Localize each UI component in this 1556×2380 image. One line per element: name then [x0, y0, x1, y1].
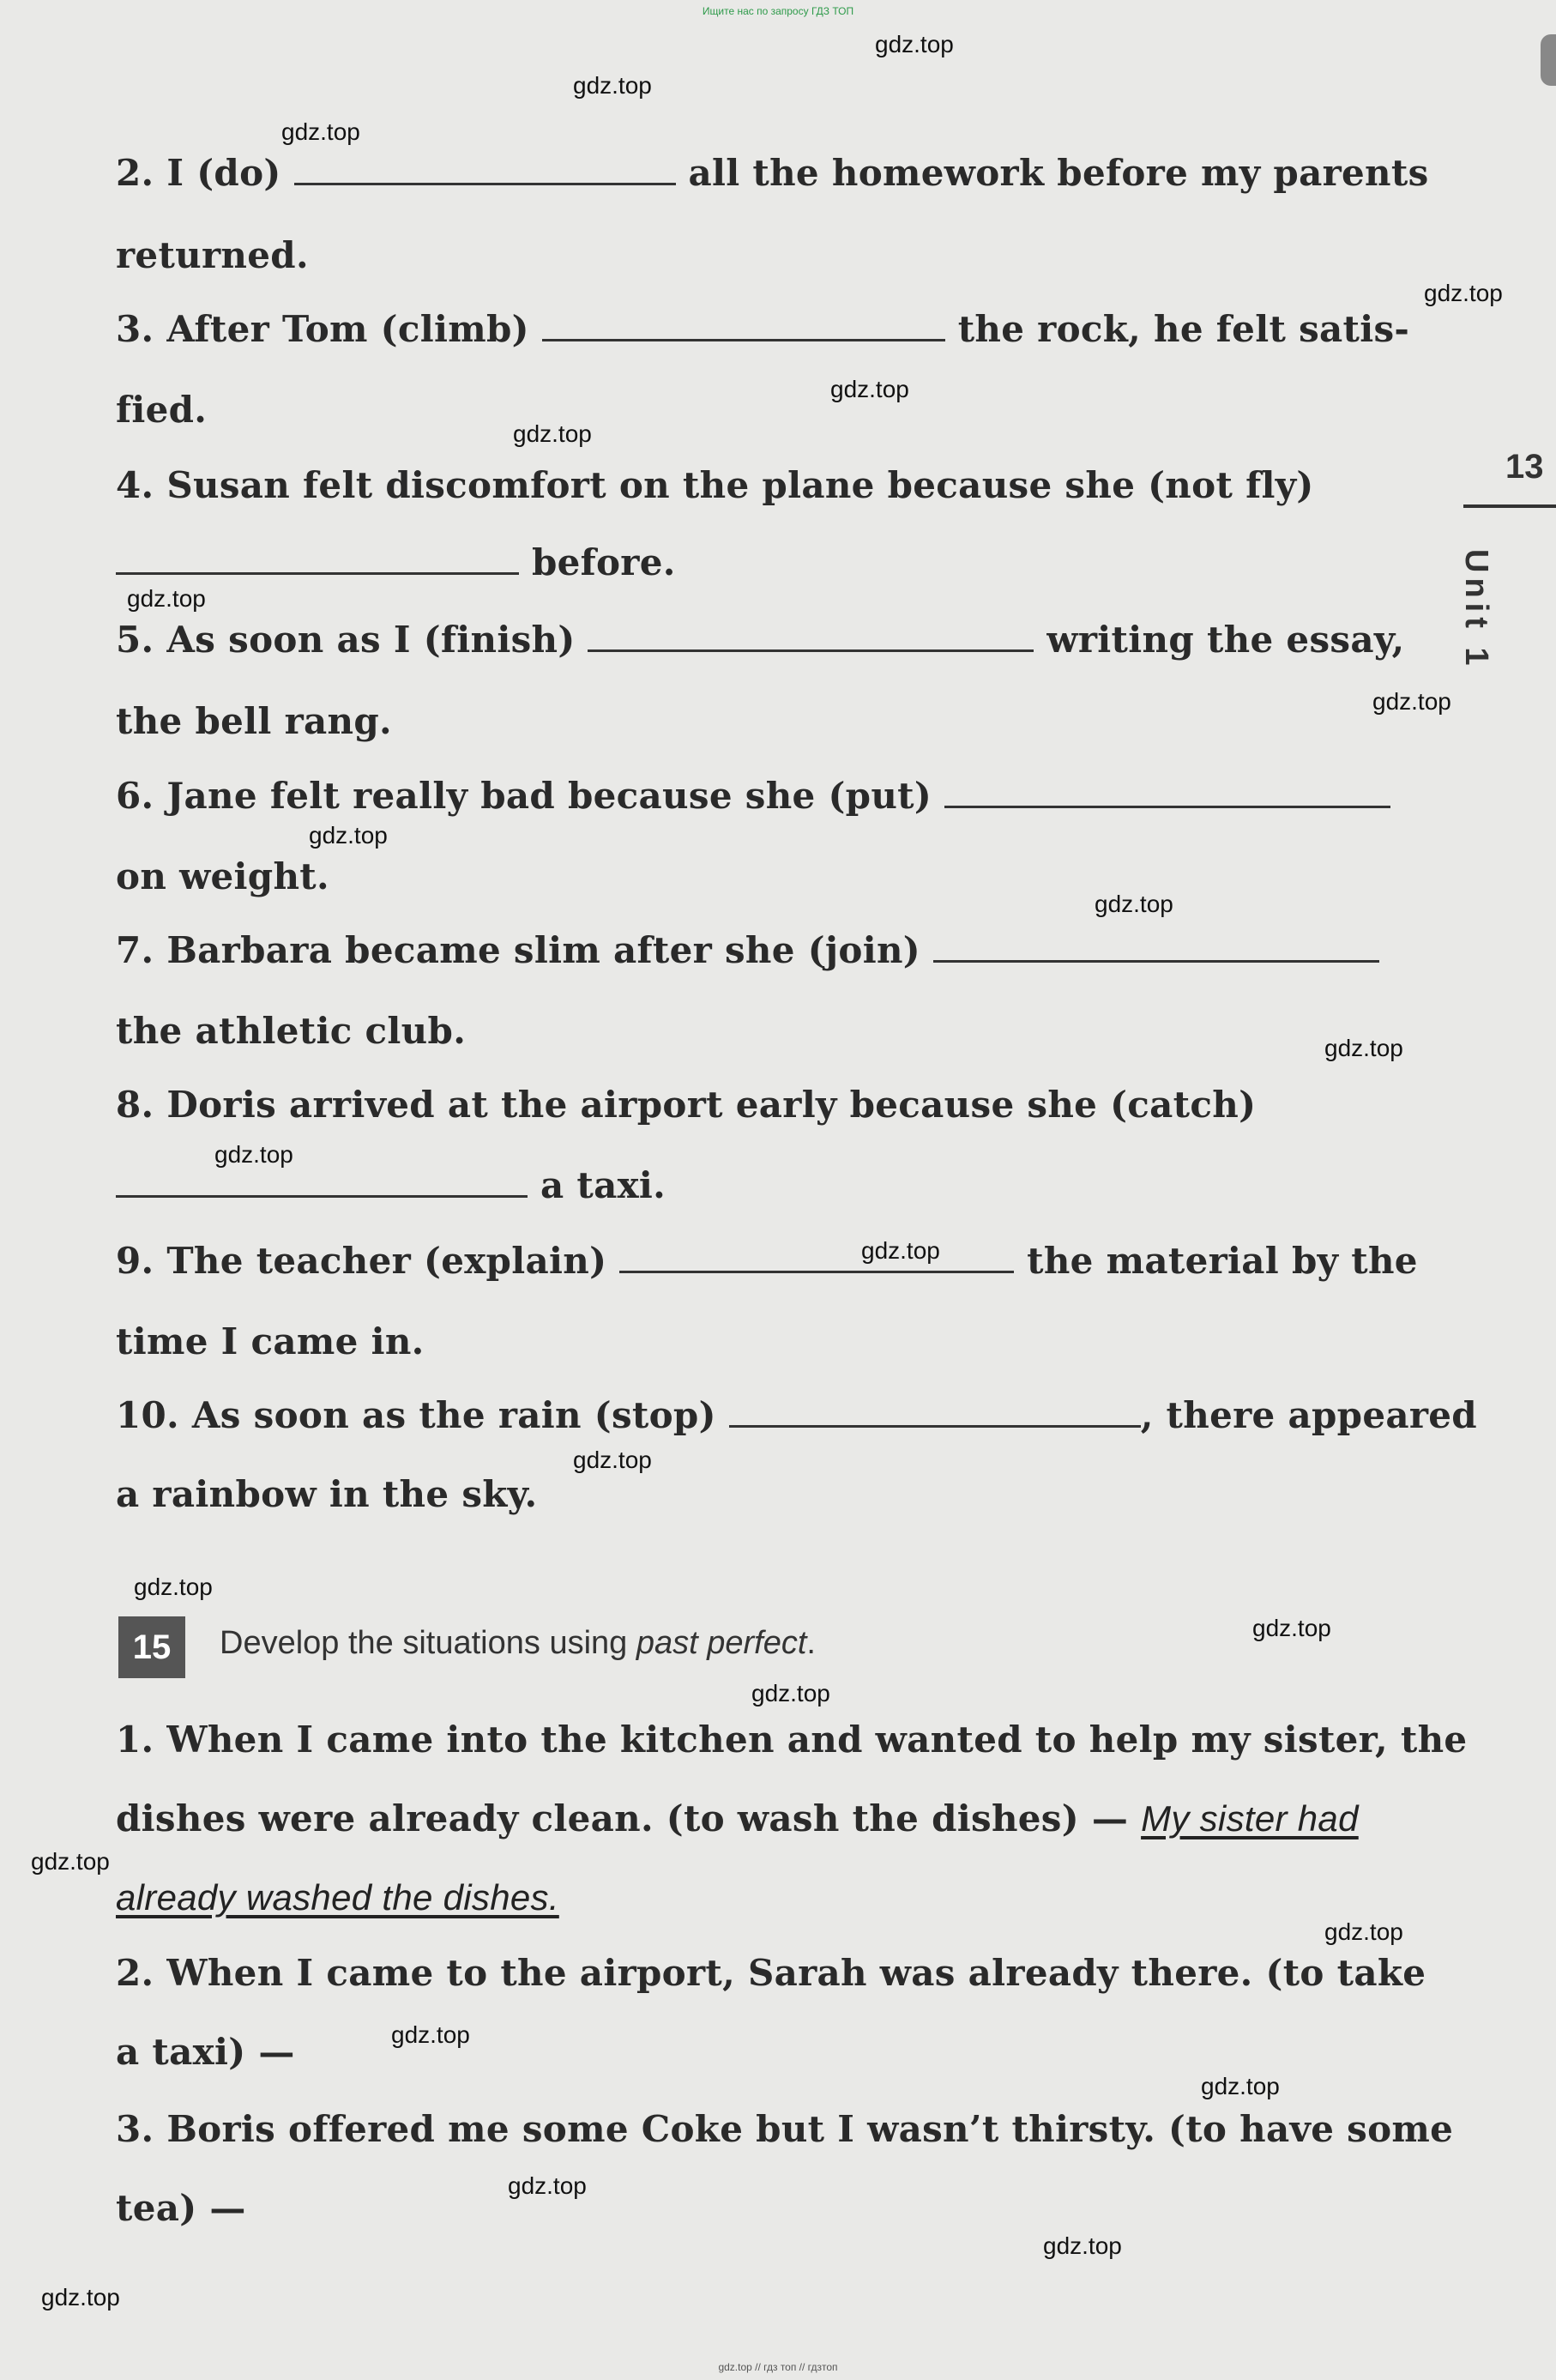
prev-line-9: 6. Jane felt really bad because she (put) [116, 774, 1420, 819]
watermark: gdz.top [1324, 1035, 1403, 1061]
watermark: gdz.top [830, 376, 909, 402]
watermark: gdz.top [861, 1237, 940, 1264]
prev-line-13: 8. Doris arrived at the airport early because she (catch) [116, 1084, 1257, 1126]
corner-mark [1541, 34, 1556, 86]
ex15-line-6: 3. Boris offered me some Coke but I wasn’t thirsty. (to have some [116, 2108, 1454, 2150]
watermark: gdz.top [1201, 2073, 1280, 2099]
prev-line-7: 5. As soon as I (finish) writing the essay, [116, 619, 1405, 661]
ex15-line-7: tea) — [116, 2187, 246, 2229]
prev-line-11: 7. Barbara became slim after she (join) [116, 928, 1420, 973]
prev-line-8: the bell rang. [116, 700, 392, 742]
prev-line-6: before. [116, 541, 1420, 585]
answer-blank[interactable] [619, 1241, 1014, 1273]
watermark: gdz.top [41, 2284, 120, 2311]
prev-line-12: the athletic club. [116, 1010, 467, 1052]
answer-blank[interactable] [588, 620, 1034, 652]
prev-line-1: 2. I (do) all the homework before my parents [116, 152, 1429, 194]
answer-blank[interactable] [944, 776, 1390, 808]
watermark: gdz.top [751, 1680, 830, 1706]
ex15-line-3 [116, 1876, 1420, 1920]
watermark: gdz.top [309, 822, 388, 849]
answer-blank[interactable] [729, 1396, 1141, 1428]
prev-line-16: time I came in. [116, 1320, 425, 1362]
prev-line-14: a taxi. [116, 1163, 1420, 1208]
ex15-line-5: a taxi) — [116, 2031, 295, 2073]
prev-line-5: 4. Susan felt discomfort on the plane because she (not fly) [116, 464, 1314, 506]
watermark: gdz.top [127, 585, 206, 612]
watermark: gdz.top [1424, 280, 1503, 306]
unit-label: Unit 1 [1458, 549, 1494, 671]
handwritten-answer: My sister had [1141, 1798, 1359, 1839]
watermark: gdz.top [281, 118, 360, 145]
prev-line-4: fied. [116, 389, 208, 431]
answer-blank[interactable] [116, 543, 519, 575]
watermark: gdz.top [573, 72, 652, 99]
watermark: gdz.top [1252, 1615, 1331, 1641]
prev-line-15: 9. The teacher (explain) the material by the [116, 1240, 1418, 1282]
answer-blank[interactable] [294, 154, 676, 185]
watermark: gdz.top [1324, 1918, 1403, 1945]
exercise-number: 15 [118, 1616, 185, 1678]
prev-line-17: 10. As soon as the rain (stop) , there appeared [116, 1394, 1477, 1436]
ex15-line-4: 2. When I came to the airport, Sarah was already there. (to take [116, 1952, 1426, 1994]
handwritten-answer: already washed the dishes. [116, 1877, 559, 1918]
ex15-line-1: 1. When I came into the kitchen and wanted to help my sister, the [116, 1719, 1468, 1761]
watermark: gdz.top [214, 1141, 293, 1168]
watermark: gdz.top [1095, 891, 1173, 917]
watermark: gdz.top [875, 31, 954, 57]
exercise-instruction: Develop the situations using past perfect. [220, 1625, 816, 1661]
page-number: 13 [1505, 448, 1544, 486]
prev-line-3: 3. After Tom (climb) the rock, he felt satis- [116, 308, 1410, 350]
prev-line-18: a rainbow in the sky. [116, 1473, 538, 1515]
answer-blank[interactable] [116, 1166, 528, 1198]
ex15-line-2: dishes were already clean. (to wash the dishes) — My sister had [116, 1797, 1359, 1839]
bottom-banner: gdz.top // гдз топ // гдзтоп [718, 2361, 838, 2373]
watermark: gdz.top [31, 1848, 110, 1875]
watermark: gdz.top [391, 2021, 470, 2048]
page-number-rule [1463, 504, 1556, 508]
watermark: gdz.top [134, 1574, 213, 1600]
prev-line-10: on weight. [116, 855, 329, 897]
top-banner: Ищите нас по запросу ГДЗ ТОП [702, 5, 854, 17]
watermark: gdz.top [513, 420, 592, 447]
answer-blank[interactable] [933, 931, 1379, 963]
answer-blank[interactable] [542, 310, 945, 341]
watermark: gdz.top [508, 2172, 587, 2199]
prev-line-2: returned. [116, 234, 309, 276]
watermark: gdz.top [1372, 688, 1451, 715]
watermark: gdz.top [1043, 2232, 1122, 2259]
watermark: gdz.top [573, 1447, 652, 1473]
